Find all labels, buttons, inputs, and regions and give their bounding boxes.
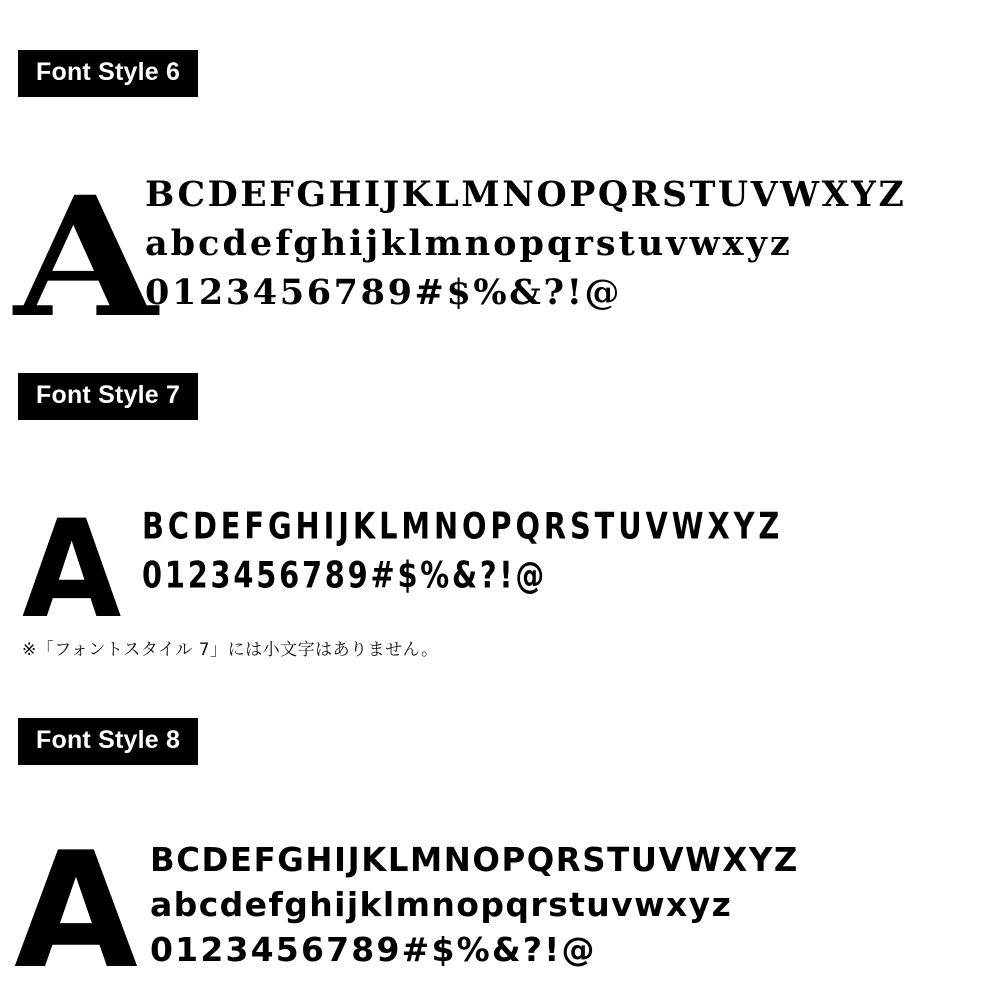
font-style-7-note: ※「フォントスタイル 7」には小文字はありません。 <box>22 640 439 660</box>
font-style-6-numerals-line: 0123456789#$%&?!@ <box>145 272 623 313</box>
font-style-8-badge: Font Style 8 <box>18 718 198 765</box>
font-style-8-numerals-line: 0123456789#$%&?!@ <box>150 930 597 969</box>
font-style-6-uppercase-line: BCDEFGHIJKLMNOPQRSTUVWXYZ <box>145 174 907 215</box>
font-style-7-badge: Font Style 7 <box>18 373 198 420</box>
font-style-7-uppercase-line: BCDEFGHIJKLMNOPQRSTUVWXYZ <box>142 505 784 549</box>
font-style-8-section <box>0 718 1000 1004</box>
font-style-6-badge: Font Style 6 <box>18 50 198 97</box>
font-style-7-glyph-lines <box>142 505 831 598</box>
font-style-8-sample-letter: A <box>14 817 138 1004</box>
font-style-7-numerals-line: 0123456789#$%&?!@ <box>142 554 547 598</box>
font-style-8-glyph-lines <box>150 840 812 969</box>
font-style-7-sample-letter: A <box>22 491 122 648</box>
font-style-6-glyph-lines <box>145 174 914 313</box>
font-style-8-uppercase-line: BCDEFGHIJKLMNOPQRSTUVWXYZ <box>150 840 799 879</box>
font-style-8-lowercase-line: abcdefghijklmnopqrstuvwxyz <box>150 885 733 924</box>
font-style-6-sample-letter: A <box>14 160 158 354</box>
font-style-7-section <box>0 373 1000 660</box>
font-style-6-section <box>0 50 1000 354</box>
font-style-6-lowercase-line: abcdefghijklmnopqrstuvwxyz <box>145 223 793 264</box>
